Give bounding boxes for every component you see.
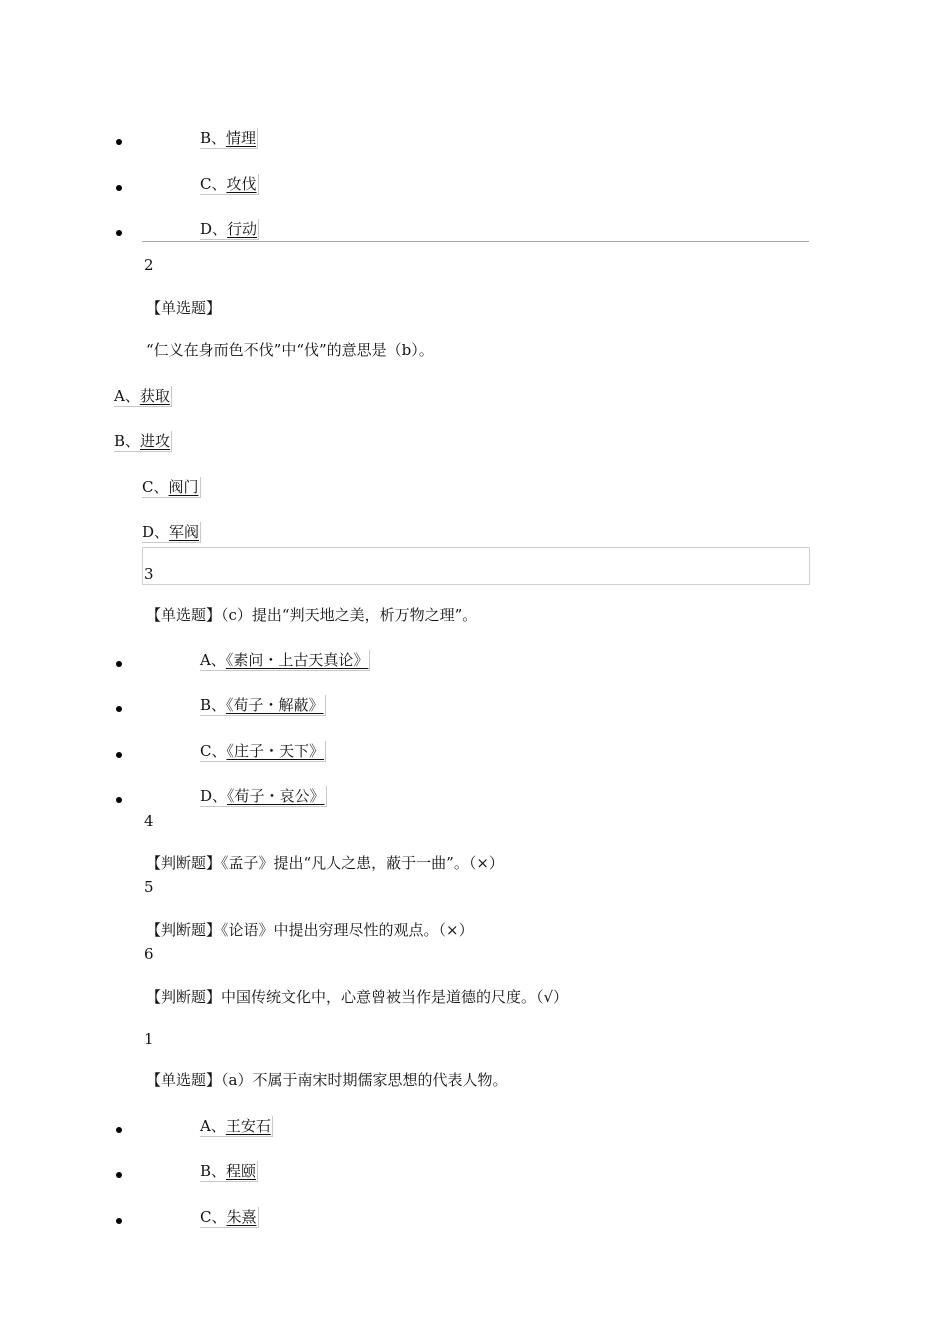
question-number: 2 (144, 256, 154, 274)
option-a[interactable] (200, 650, 370, 671)
option-text: 王安石 (225, 1117, 271, 1135)
option-prefix: A、 (114, 387, 140, 405)
option-prefix: B、 (200, 1162, 227, 1180)
list-bullet (116, 1127, 122, 1133)
list-bullet (116, 1172, 122, 1178)
option-text: 情理 (226, 129, 257, 147)
option-b[interactable] (200, 1161, 258, 1182)
question-type: 【单选题】 (146, 299, 222, 317)
list-bullet (116, 1218, 122, 1224)
question-text: 【判断题】中国传统文化中，心意曾被当作是道德的尺度。（√） (146, 988, 569, 1006)
option-d[interactable] (142, 522, 201, 543)
option-prefix: D、 (200, 787, 228, 805)
question-number: 5 (144, 878, 154, 896)
option-b[interactable] (200, 128, 258, 149)
question-number-box (142, 547, 810, 585)
list-bullet (116, 185, 122, 191)
option-d[interactable] (200, 786, 327, 807)
option-text: 获取 (139, 387, 170, 405)
list-bullet (116, 139, 122, 145)
option-text: 朱熹 (226, 1208, 257, 1226)
question-text: “仁义在身而色不伐”中“伐”的意思是（b）。 (146, 341, 434, 359)
option-text: 攻伐 (226, 175, 257, 193)
question-text: 【单选题】（a）不属于南宋时期儒家思想的代表人物。 (146, 1071, 508, 1089)
option-c[interactable] (200, 1207, 259, 1228)
option-c[interactable] (200, 741, 326, 762)
option-prefix: B、 (114, 432, 141, 450)
option-text: 进攻 (140, 432, 171, 450)
option-a[interactable] (200, 1116, 273, 1137)
option-text: 《庄子・天下》 (226, 742, 324, 760)
option-prefix: C、 (142, 478, 169, 496)
option-text: 《荀子・解蔽》 (226, 696, 324, 714)
list-bullet (116, 797, 122, 803)
option-text: 军阀 (169, 523, 200, 541)
question-number: 1 (144, 1030, 154, 1048)
question-number: 3 (144, 565, 154, 583)
option-text: 行动 (227, 220, 258, 238)
option-prefix: C、 (200, 1208, 227, 1226)
option-b[interactable] (200, 695, 326, 716)
question-text: 【判断题】《孟子》提出“凡人之患，蔽于一曲”。（×） (146, 854, 504, 872)
option-prefix: A、 (200, 1117, 226, 1135)
option-c[interactable] (200, 174, 259, 195)
option-text: 《荀子・哀公》 (227, 787, 325, 805)
option-prefix: C、 (200, 742, 227, 760)
option-a[interactable] (114, 386, 172, 407)
option-text: 程颐 (226, 1162, 257, 1180)
option-d[interactable] (200, 219, 259, 240)
option-prefix: D、 (200, 220, 228, 238)
option-prefix: B、 (200, 129, 227, 147)
question-text: 【单选题】（c）提出“判天地之美，析万物之理”。 (146, 606, 478, 624)
divider (142, 241, 809, 242)
list-bullet (116, 752, 122, 758)
option-prefix: C、 (200, 175, 227, 193)
option-prefix: A、 (200, 651, 226, 669)
question-number: 4 (144, 812, 154, 830)
option-prefix: B、 (200, 696, 227, 714)
option-b[interactable] (114, 431, 172, 452)
list-bullet (116, 230, 122, 236)
option-prefix: D、 (142, 523, 170, 541)
option-text: 阀门 (168, 478, 199, 496)
option-text: 《素问・上古天真论》 (225, 651, 369, 669)
list-bullet (116, 706, 122, 712)
option-c[interactable] (142, 477, 201, 498)
question-text: 【判断题】《论语》中提出穷理尽性的观点。（×） (146, 921, 474, 939)
list-bullet (116, 661, 122, 667)
question-number: 6 (144, 945, 154, 963)
